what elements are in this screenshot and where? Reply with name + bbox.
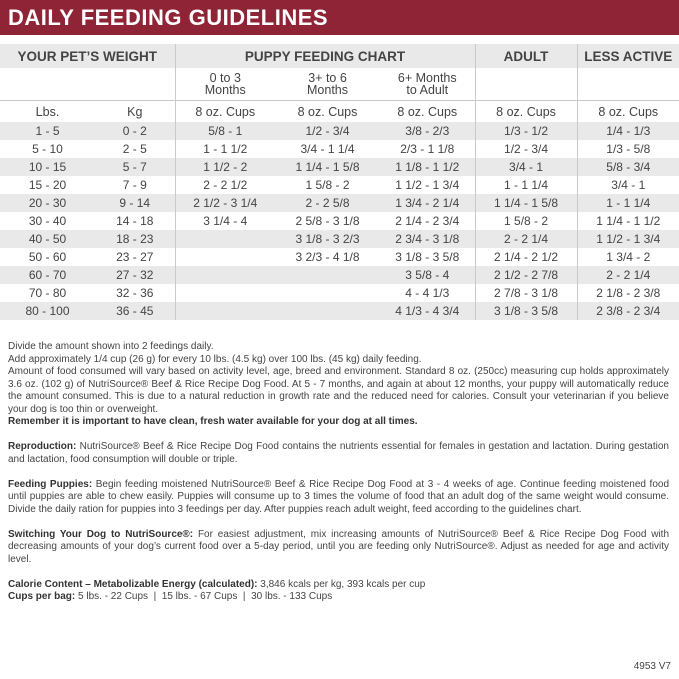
adult-cell: 2 1/2 - 2 7/8	[475, 266, 577, 284]
table-row	[0, 284, 679, 302]
reproduction-text: NutriSource® Beef & Rice Recipe Dog Food contains the nutrients essential for females in gestation and lactation. During gestation and lactation, food consumption will double or triple.	[8, 441, 669, 465]
weight-subheader-blank	[0, 68, 175, 101]
adult-cell: 1 - 1 1/4	[475, 176, 577, 194]
adult-cell: 1 1/4 - 1 5/8	[475, 194, 577, 212]
weight-lbs-cell: 5 - 10	[32, 142, 63, 156]
label-code: 4953 V7	[633, 661, 671, 672]
table-header-row	[0, 44, 679, 68]
puppy-0-3-cell	[175, 302, 275, 320]
weight-kg-cell: 23 - 27	[116, 250, 154, 264]
weight-kg-cell: 2 - 5	[122, 142, 147, 156]
feeding-puppies-label: Feeding Puppies:	[8, 478, 93, 490]
puppy-subheader-6-adult: 6+ Months to Adult	[380, 68, 475, 101]
table-body	[0, 122, 679, 320]
unit-cups: 8 oz. Cups	[175, 101, 275, 123]
puppy-3-6-cell: 3/4 - 1 1/4	[300, 142, 355, 156]
weight-lbs-cell: 10 - 15	[0, 158, 95, 176]
table-row	[0, 302, 679, 320]
adult-cell: 1 5/8 - 2	[475, 212, 577, 230]
feeding-puppies-paragraph	[8, 479, 669, 517]
puppy-3-6-cell: 3 1/8 - 3 2/3	[275, 230, 380, 248]
calorie-paragraph	[8, 579, 669, 592]
puppy-6-adult-cell: 1 1/2 - 1 3/4	[395, 178, 460, 192]
puppy-3-6-cell: 2 - 2 5/8	[275, 194, 380, 212]
adult-cell: 2 - 2 1/4	[475, 230, 577, 248]
puppy-3-6-cell: 2 5/8 - 3 1/8	[295, 214, 360, 228]
table-row	[0, 194, 679, 212]
weight-lbs-cell: 40 - 50	[0, 230, 95, 248]
less-active-cell: 1 1/2 - 1 3/4	[577, 230, 679, 248]
adult-cell: 2 1/4 - 2 1/2	[475, 248, 577, 266]
unit-cups: 8 oz. Cups	[397, 104, 458, 119]
less-active-cell: 1 3/4 - 2	[577, 248, 679, 266]
reproduction-label: Reproduction:	[8, 441, 77, 452]
table-row	[0, 140, 679, 158]
table-row	[0, 122, 679, 140]
water-text: Remember it is important to have clean, fresh water available for your dog at all times.	[8, 416, 418, 427]
cups-per-bag-paragraph	[8, 591, 669, 604]
puppy-subheader-3-6: 3+ to 6 Months	[275, 68, 380, 101]
note-water	[8, 416, 669, 429]
less-active-cell: 1 - 1 1/4	[577, 194, 679, 212]
switching-paragraph	[8, 529, 669, 567]
less-active-cell: 1 1/4 - 1 1/2	[577, 212, 679, 230]
table-row	[0, 212, 679, 230]
less-active-cell: 5/8 - 3/4	[577, 158, 679, 176]
puppy-0-3-cell	[175, 248, 275, 266]
unit-cups: 8 oz. Cups	[297, 104, 358, 119]
puppy-subheader-0-3: 0 to 3 Months	[175, 68, 275, 101]
less-active-cell: 1/3 - 5/8	[577, 140, 679, 158]
weight-lbs-cell: 20 - 30	[0, 194, 95, 212]
less-active-cell: 2 3/8 - 2 3/4	[577, 302, 679, 320]
puppy-6-adult-cell: 4 - 4 1/3	[405, 286, 450, 300]
page-title: DAILY FEEDING GUIDELINES	[0, 0, 679, 35]
adult-subheader-blank	[475, 68, 577, 101]
puppy-0-3-cell: 5/8 - 1	[175, 122, 275, 140]
puppy-0-3-cell	[175, 230, 275, 248]
weight-header: YOUR PET’S WEIGHT	[0, 44, 175, 68]
less-active-cell: 2 1/8 - 2 3/8	[577, 284, 679, 302]
weight-kg-cell: 5 - 7	[95, 158, 175, 176]
weight-lbs-cell: 15 - 20	[28, 178, 67, 192]
adult-cell: 1/3 - 1/2	[475, 122, 577, 140]
puppy-3-6-cell: 3 2/3 - 4 1/8	[295, 250, 360, 264]
puppy-3-6-cell	[275, 266, 380, 284]
puppy-3-6-cell	[275, 284, 380, 302]
unit-kg: Kg	[127, 104, 143, 119]
puppy-header: PUPPY FEEDING CHART	[175, 44, 475, 68]
note-amount: Amount of food consumed will vary based on activity level, age, breed and environment. Standard 8 oz. (250cc) measuring cup holds approximately 3.6 oz. (102 g) of NutriSource® Beef & Rice Recipe Dog Food. At 5 - 7 months, and again at about 12 months, your puppy will automatically reduce the amount consumed. This is due to a natural reduction in growth rate and the reduced need for calories. Consult your veterinarian if you believe your dog is too thin or overweight.	[8, 366, 669, 415]
unit-lbs: Lbs.	[35, 104, 60, 119]
puppy-6-adult-cell: 4 1/3 - 4 3/4	[380, 302, 475, 320]
calorie-text: 3,846 kcals per kg, 393 kcals per cup	[257, 578, 426, 590]
note-feedings: Divide the amount shown into 2 feedings daily.	[8, 341, 214, 352]
puppy-0-3-cell	[175, 266, 275, 284]
less-active-cell: 1/4 - 1/3	[577, 122, 679, 140]
cups-per-bag-text: 5 lbs. - 22 Cups | 15 lbs. - 67 Cups | 30 lbs. - 133 Cups	[75, 591, 333, 602]
unit-cups: 8 oz. Cups	[577, 101, 679, 123]
weight-lbs-cell: 30 - 40	[28, 214, 67, 228]
puppy-0-3-cell: 1 1/2 - 2	[175, 158, 275, 176]
puppy-3-6-cell: 1/2 - 3/4	[275, 122, 380, 140]
adult-cell: 3 1/8 - 3 5/8	[475, 302, 577, 320]
puppy-6-adult-cell: 2 3/4 - 3 1/8	[380, 230, 475, 248]
unit-cups: 8 oz. Cups	[475, 101, 577, 123]
adult-header: ADULT	[475, 44, 577, 68]
puppy-6-adult-cell: 1 3/4 - 2 1/4	[380, 194, 475, 212]
feeding-notes	[8, 341, 669, 604]
puppy-6-adult-cell: 3/8 - 2/3	[380, 122, 475, 140]
puppy-6-adult-cell: 3 1/8 - 3 5/8	[395, 250, 460, 264]
weight-kg-cell: 0 - 2	[95, 122, 175, 140]
table-units-row	[0, 101, 679, 123]
feeding-puppies-text: Begin feeding moistened NutriSource® Beef & Rice Recipe Dog Food at 3 - 4 weeks of age. Continue feeding moistened food until puppies are able to chew easily. Puppies will consume up to 3 times the volume of food that an adult dog of the same weight would consume. Divide the daily ration for puppies into 3 feedings per day. After puppies reach adult weight, feed according to the guidelines chart.	[8, 478, 670, 515]
weight-kg-cell: 32 - 36	[116, 286, 154, 300]
table-row	[0, 248, 679, 266]
puppy-6-adult-cell: 2 1/4 - 2 3/4	[395, 214, 460, 228]
reproduction-paragraph	[8, 441, 669, 466]
less-active-cell: 3/4 - 1	[577, 176, 679, 194]
switching-label: Switching Your Dog to NutriSource®:	[8, 528, 194, 540]
weight-lbs-cell: 60 - 70	[0, 266, 95, 284]
weight-kg-cell: 36 - 45	[95, 302, 175, 320]
weight-kg-cell: 27 - 32	[95, 266, 175, 284]
less-active-cell: 2 - 2 1/4	[577, 266, 679, 284]
table-row	[0, 266, 679, 284]
weight-kg-cell: 9 - 14	[95, 194, 175, 212]
puppy-0-3-cell: 2 - 2 1/2	[175, 176, 275, 194]
less-active-header: LESS ACTIVE	[577, 44, 679, 68]
adult-cell: 3/4 - 1	[475, 158, 577, 176]
puppy-3-6-cell: 1 5/8 - 2	[305, 178, 350, 192]
calorie-label: Calorie Content – Metabolizable Energy (calculated):	[8, 578, 258, 590]
adult-cell: 2 7/8 - 3 1/8	[475, 284, 577, 302]
table-subheader-row	[0, 68, 679, 101]
puppy-0-3-cell: 3 1/4 - 4	[175, 212, 275, 230]
weight-lbs-cell: 80 - 100	[0, 302, 95, 320]
puppy-3-6-cell: 1 1/4 - 1 5/8	[275, 158, 380, 176]
weight-lbs-cell: 1 - 5	[0, 122, 95, 140]
feeding-chart-table	[0, 44, 679, 320]
less-active-subheader-blank	[577, 68, 679, 101]
cups-per-bag-label: Cups per bag:	[8, 591, 76, 602]
puppy-3-6-cell	[275, 302, 380, 320]
puppy-0-3-cell: 2 1/2 - 3 1/4	[175, 194, 275, 212]
switching-text: For easiest adjustment, mix increasing amounts of NutriSource® Beef & Rice Recipe Dog Food with decreasing amounts of your dog’s current food over a 5-day period, until you are feeding only NutriSource®. Adjust as needed for age and activity level.	[8, 528, 670, 565]
table-row	[0, 176, 679, 194]
puppy-0-3-cell	[175, 284, 275, 302]
table-row	[0, 158, 679, 176]
table-row	[0, 230, 679, 248]
puppy-0-3-cell: 1 - 1 1/2	[175, 140, 275, 158]
puppy-6-adult-cell: 3 5/8 - 4	[380, 266, 475, 284]
weight-kg-cell: 7 - 9	[122, 178, 147, 192]
puppy-6-adult-cell: 2/3 - 1 1/8	[400, 142, 455, 156]
puppy-6-adult-cell: 1 1/8 - 1 1/2	[380, 158, 475, 176]
weight-kg-cell: 18 - 23	[95, 230, 175, 248]
note-add-cup: Add approximately 1/4 cup (26 g) for every 10 lbs. (4.5 kg) over 100 lbs. (45 kg) daily feeding.	[8, 353, 422, 365]
weight-lbs-cell: 70 - 80	[28, 286, 67, 300]
weight-kg-cell: 14 - 18	[116, 214, 154, 228]
weight-lbs-cell: 50 - 60	[28, 250, 67, 264]
adult-cell: 1/2 - 3/4	[475, 140, 577, 158]
